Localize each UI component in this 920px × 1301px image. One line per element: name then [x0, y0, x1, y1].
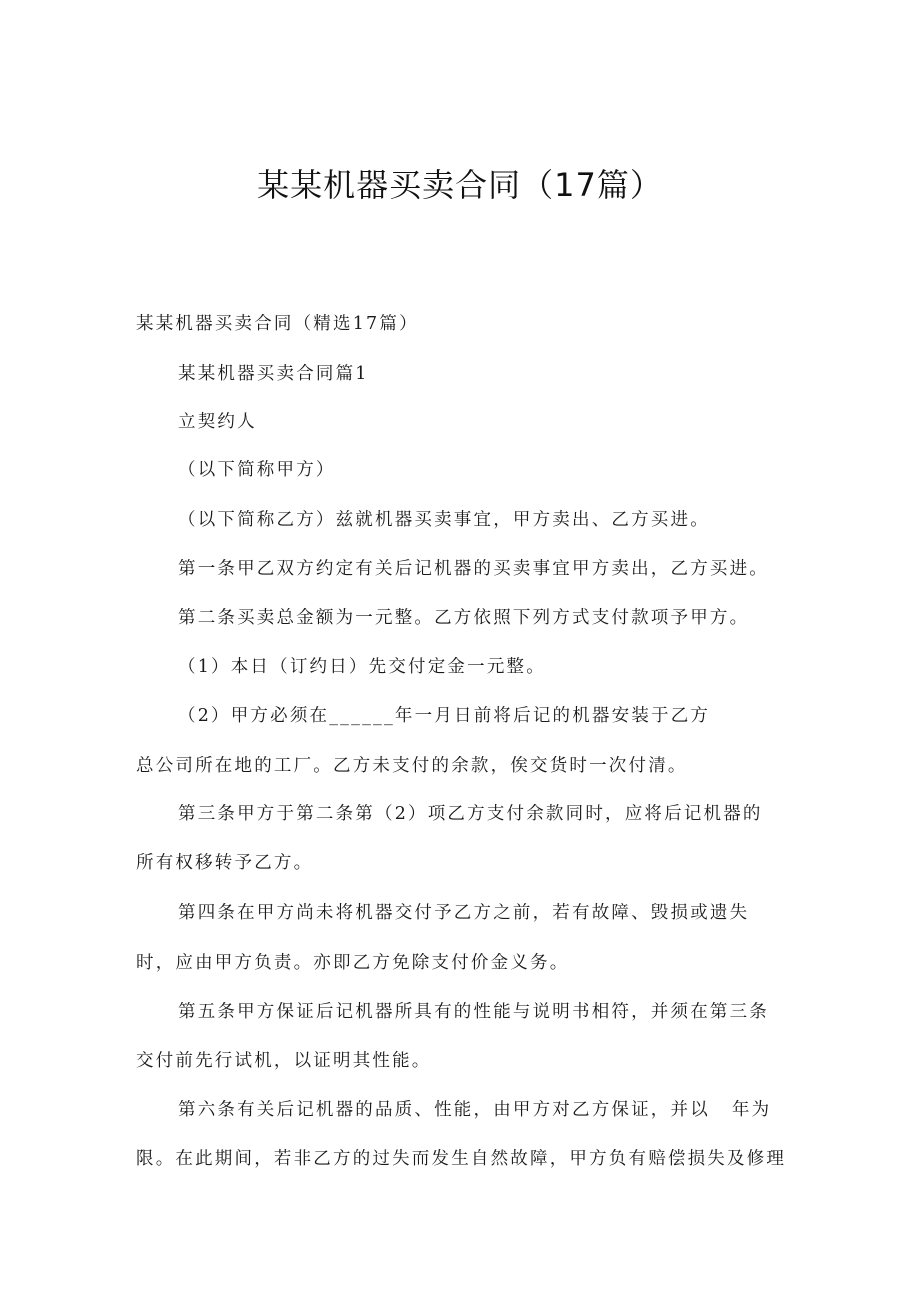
paragraph-line-part: 第六条有关后记机器的品质、性能，由甲方对乙方保证，并以 — [178, 1100, 710, 1120]
section-heading: 某某机器买卖合同篇1 — [178, 364, 369, 384]
paragraph-line: 所有权移转予乙方。 — [136, 853, 314, 873]
paragraph-line: 第五条甲方保证后记机器所具有的性能与说明书相符，并须在第三条 — [178, 1002, 769, 1022]
paragraph-line: （2）甲方必须在______年一月日前将后记的机器安装于乙方 — [178, 706, 711, 726]
paragraph-line: （以下简称甲方） — [178, 460, 336, 480]
paragraph-line: 交付前先行试机，以证明其性能。 — [136, 1051, 432, 1071]
paragraph-line: 立契约人 — [178, 412, 257, 432]
paragraph-line: 第二条买卖总金额为一元整。乙方依照下列方式支付款项予甲方。 — [178, 608, 750, 628]
paragraph-line: 第四条在甲方尚未将机器交付予乙方之前，若有故障、毁损或遗失 — [178, 903, 750, 923]
paragraph-line: 总公司所在地的工厂。乙方未支付的余款，俟交货时一次付清。 — [136, 756, 688, 776]
paragraph-line: 时，应由甲方负责。亦即乙方免除支付价金义务。 — [136, 953, 570, 973]
paragraph-line: 第三条甲方于第二条第（2）项乙方支付余款同时，应将后记机器的 — [178, 804, 763, 824]
paragraph-line: 限。在此期间，若非乙方的过失而发生自然故障，甲方负有赔偿损失及修理 — [136, 1149, 787, 1169]
document-title: 某某机器买卖合同（17篇） — [257, 166, 663, 204]
paragraph-line: （1）本日（订约日）先交付定金一元整。 — [178, 657, 546, 677]
paragraph-line: 第一条甲乙双方约定有关后记机器的买卖事宜甲方卖出，乙方买进。 — [178, 559, 769, 579]
paragraph-line — [178, 1102, 838, 1120]
paragraph-line-part: 年为 — [731, 1100, 772, 1120]
document-subtitle: 某某机器买卖合同（精选17篇） — [136, 314, 419, 334]
paragraph-line: （以下简称乙方）兹就机器买卖事宜，甲方卖出、乙方买进。 — [178, 510, 710, 530]
